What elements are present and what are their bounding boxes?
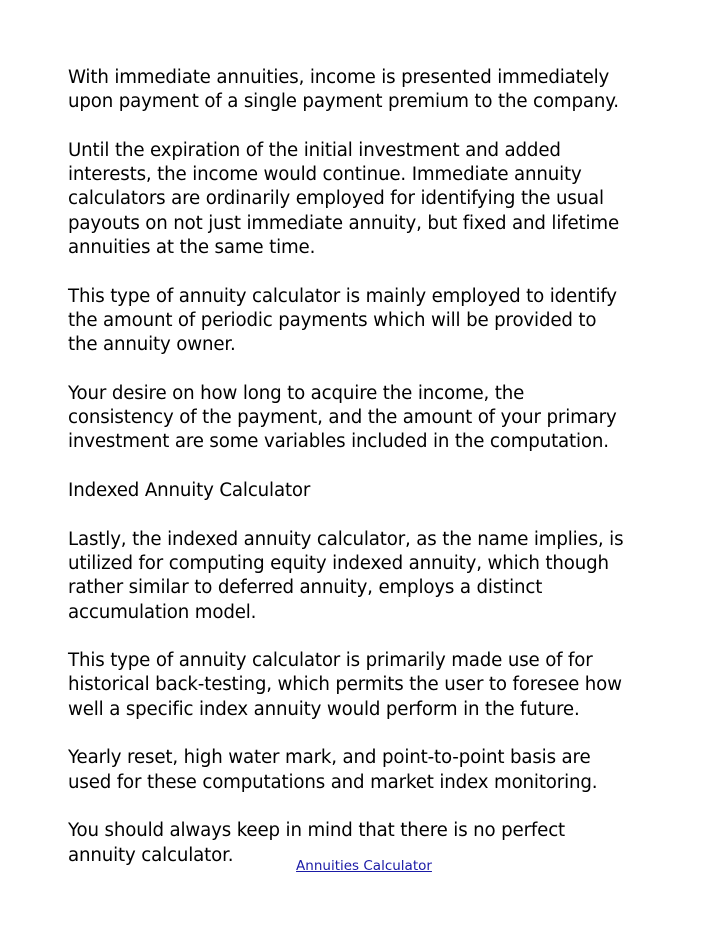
paragraph-back-testing: This type of annuity calculator is primarily made use of for historical back-testing, which permits the user to foresee how well a specific index annuity would perform in the future. [68,650,622,720]
paragraph-no-perfect-calculator: You should always keep in mind that there is no perfect annuity calculator. [68,820,566,866]
paragraph-computation-variables: Your desire on how long to acquire the income, the consistency of the payment, and the amount of your primary investment are some variables included in the computation. [68,382,617,453]
annuities-calculator-link[interactable]: Annuities Calculator [296,858,432,874]
paragraph-periodic-payments: This type of annuity calculator is mainly employed to identify the amount of periodic payments which will be provided to the annuity owner. [68,285,617,356]
paragraph-income-continuation: Until the expiration of the initial investment and added interests, the income would continue. Immediate annuity calculators are ordinarily employed for identifying the usual payouts on not just immediate annuity, but fixed and lifetime annuities at the same time. [68,139,620,259]
paragraph-indexed-calculator: Lastly, the indexed annuity calculator, as the name implies, is utilized for computing equity indexed annuity, which though rather similar to deferred annuity, employs a distinct accumulation model. [68,528,624,623]
section-heading-indexed-annuity: Indexed Annuity Calculator [68,480,311,502]
paragraph-yearly-reset: Yearly reset, high water mark, and point-to-point basis are used for these computations and market index monitoring. [68,747,598,793]
paragraph-intro: With immediate annuities, income is presented immediately upon payment of a single payment premium to the company. [68,67,619,113]
footer [0,857,728,875]
document-body [68,66,668,868]
